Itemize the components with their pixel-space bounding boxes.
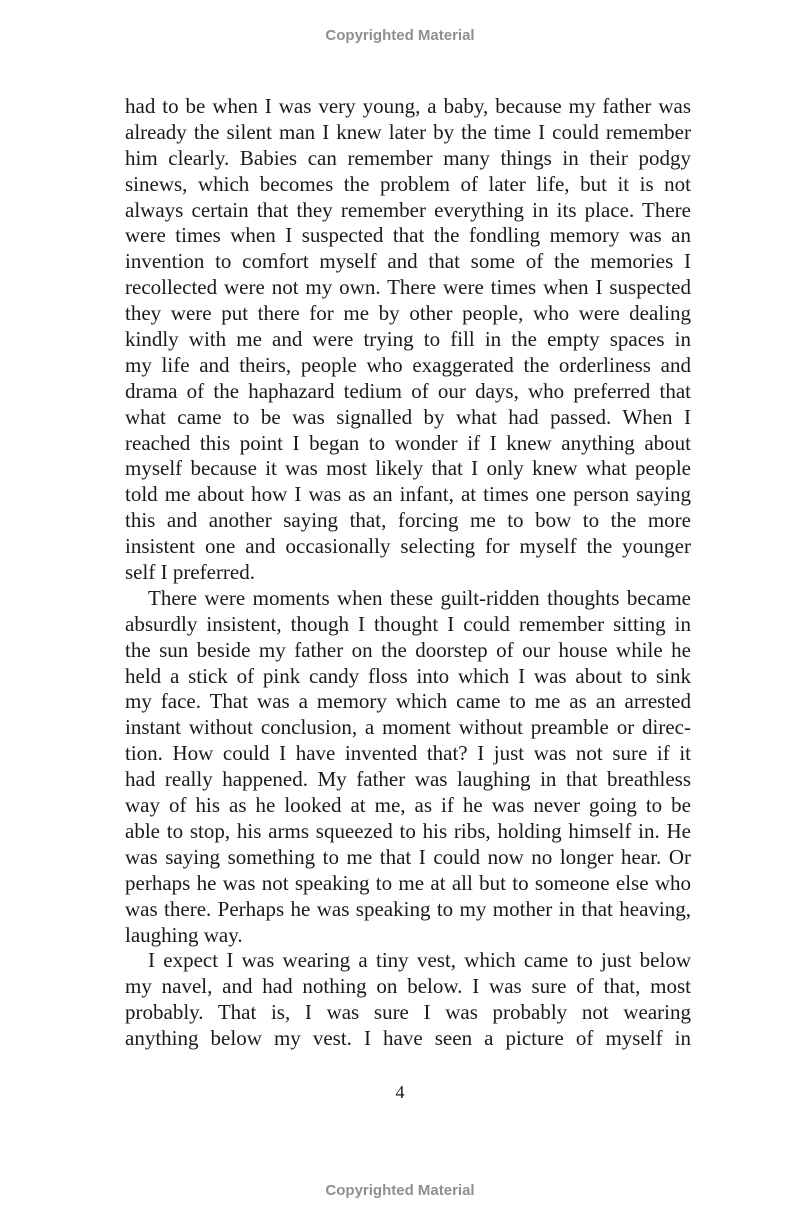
text-line: always certain that they remember everything in its place. There (125, 197, 691, 222)
text-line: sinews, which becomes the problem of later life, but it is not (125, 171, 691, 196)
text-line: There were moments when these guilt-ridden thoughts became (148, 585, 691, 610)
text-line: drama of the haphazard tedium of our days, who preferred that (125, 378, 691, 403)
text-line: laughing way. (125, 922, 243, 947)
text-line: I expect I was wearing a tiny vest, which came to just below (148, 948, 691, 973)
text-line: my life and theirs, people who exaggerated the orderliness and (125, 352, 691, 377)
text-line: tion. How could I have invented that? I just was not sure if it (125, 741, 691, 766)
text-line: recollected were not my own. There were times when I suspected (125, 275, 691, 300)
text-line: anything below my vest. I have seen a picture of myself in (125, 1026, 691, 1051)
text-line: told me about how I was as an infant, at times one person saying (125, 482, 691, 507)
paragraph-1 (125, 94, 691, 586)
text-line: invention to comfort myself and that some of the memories I (125, 249, 691, 274)
text-line: perhaps he was not speaking to me at all but to someone else who (125, 870, 691, 895)
paragraph-3 (125, 948, 691, 1052)
text-line: way of his as he looked at me, as if he was never going to be (125, 793, 691, 818)
text-line: insistent one and occasionally selecting for myself the younger (125, 534, 691, 559)
text-line: what came to be was signalled by what had passed. When I (125, 404, 691, 429)
text-line: they were put there for me by other people, who were dealing (125, 301, 691, 326)
text-line: already the silent man I knew later by the time I could remember (125, 119, 691, 144)
text-line: this and another saying that, forcing me to bow to the more (125, 508, 691, 533)
page-number: 4 (395, 1082, 405, 1102)
watermark-top: Copyrighted Material (325, 27, 475, 44)
text-line: reached this point I began to wonder if I knew anything about (125, 430, 691, 455)
text-line: able to stop, his arms squeezed to his ribs, holding himself in. He (125, 818, 691, 843)
text-line: the sun beside my father on the doorstep of our house while he (125, 637, 691, 662)
text-line: my navel, and had nothing on below. I was sure of that, most (125, 974, 691, 999)
text-line: absurdly insistent, though I thought I could remember sitting in (125, 611, 691, 636)
text-line: self I preferred. (125, 560, 255, 585)
text-line: kindly with me and were trying to fill in the empty spaces in (125, 327, 691, 352)
paragraph-2 (125, 586, 691, 948)
text-line: was there. Perhaps he was speaking to my mother in that heaving, (125, 896, 691, 921)
text-line: him clearly. Babies can remember many things in their podgy (125, 145, 691, 170)
text-line: was saying something to me that I could now no longer hear. Or (125, 844, 691, 869)
text-line: were times when I suspected that the fondling memory was an (125, 223, 691, 248)
text-line: probably. That is, I was sure I was probably not wearing (125, 1000, 691, 1025)
text-line: myself because it was most likely that I only knew what people (125, 456, 691, 481)
text-line: held a stick of pink candy floss into which I was about to sink (125, 663, 691, 688)
text-line: instant without conclusion, a moment without preamble or direc- (125, 715, 691, 740)
watermark-bottom: Copyrighted Material (325, 1182, 475, 1199)
text-line: had to be when I was very young, a baby, because my father was (125, 94, 691, 118)
page-body (125, 94, 691, 1052)
text-line: had really happened. My father was laughing in that breathless (125, 767, 691, 792)
text-line: my face. That was a memory which came to me as an arrested (125, 689, 691, 714)
